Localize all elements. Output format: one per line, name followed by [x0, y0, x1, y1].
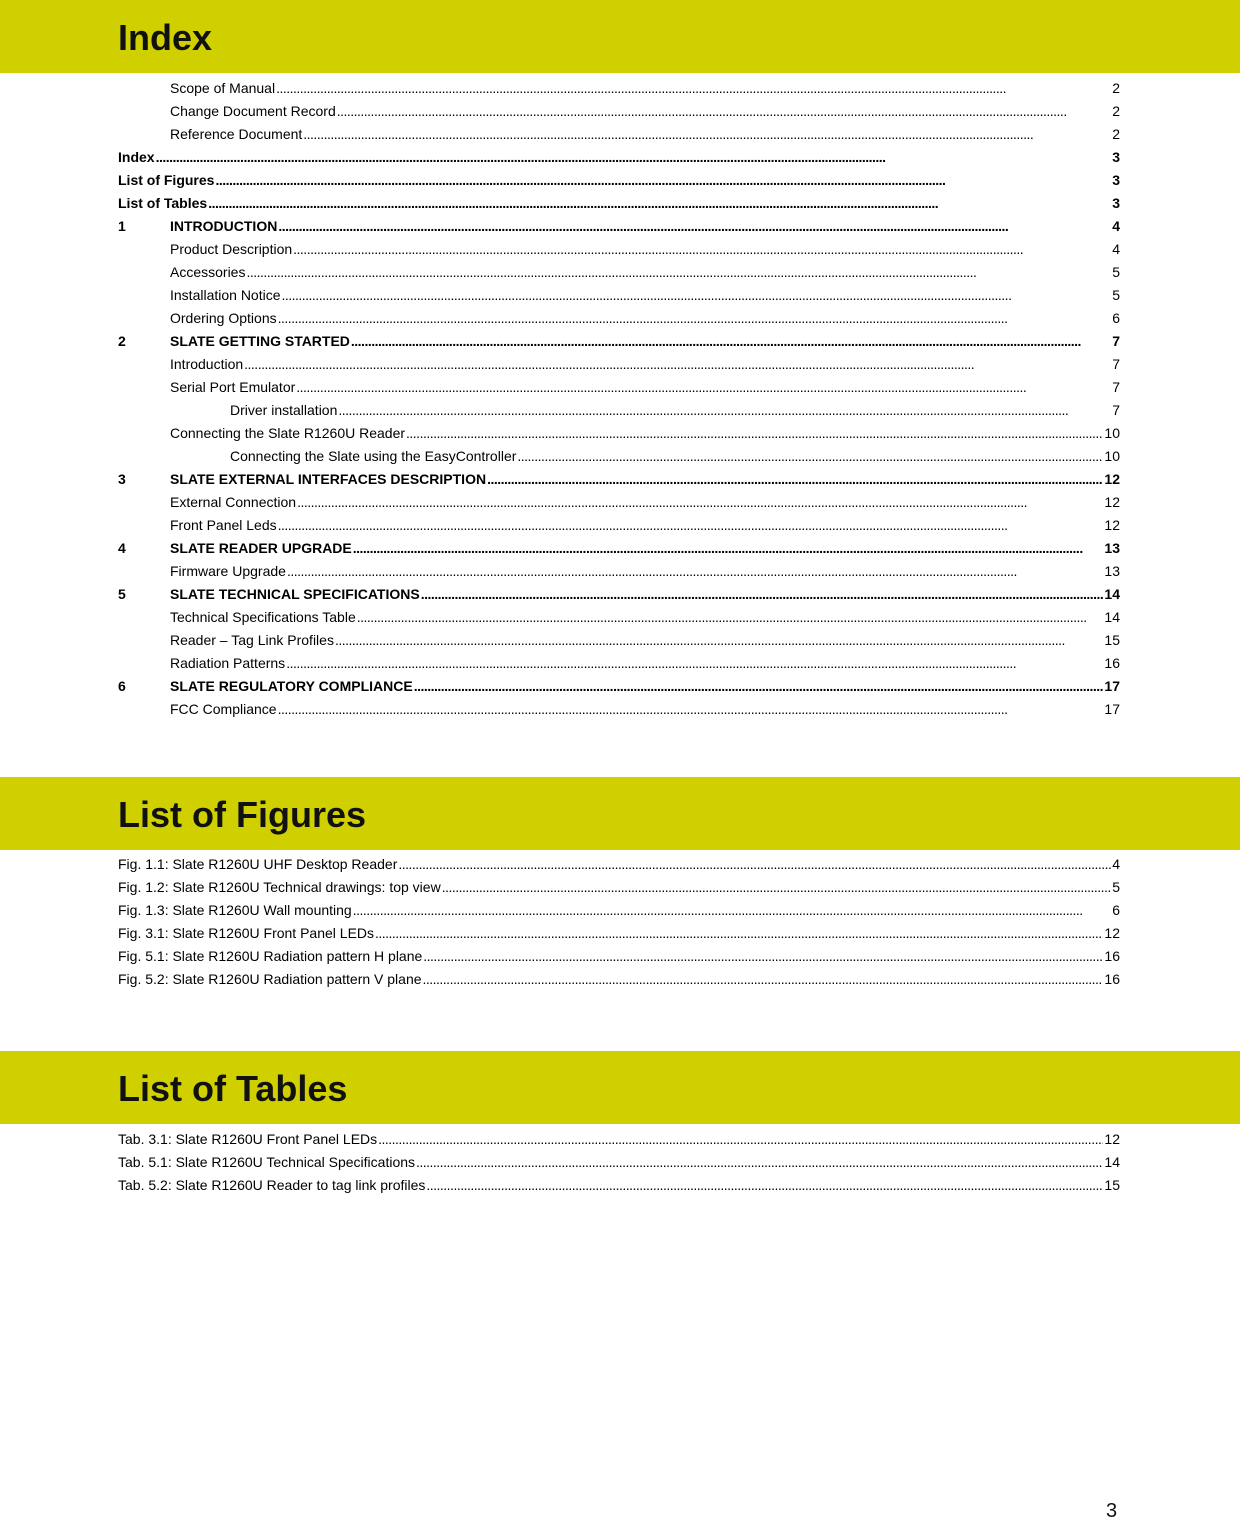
- toc-dot-leader: [215, 171, 1111, 189]
- toc-entry-page: 14: [1104, 609, 1120, 625]
- toc-dot-leader: [351, 332, 1111, 350]
- toc-entry-title: SLATE READER UPGRADE: [170, 540, 352, 556]
- toc-entry[interactable]: [118, 373, 1120, 396]
- toc-entry-number: 6: [118, 678, 126, 694]
- toc-entry-page: 12: [1104, 517, 1120, 533]
- toc-entry[interactable]: [118, 419, 1120, 442]
- toc-entry-page: 16: [1104, 971, 1120, 987]
- toc-entry-number: 1: [118, 218, 126, 234]
- tables-heading: List of Tables: [118, 1068, 348, 1109]
- toc-entry-title: Fig. 5.2: Slate R1260U Radiation pattern V plane: [118, 971, 422, 987]
- toc-entry-page: 2: [1112, 126, 1120, 142]
- toc-entry-title: INTRODUCTION: [170, 218, 278, 234]
- toc-entry-page: 7: [1112, 333, 1120, 349]
- toc-entry-title: Index: [118, 149, 155, 165]
- toc-dot-leader: [423, 947, 1103, 965]
- toc-entry-page: 16: [1104, 655, 1120, 671]
- toc-dot-leader: [303, 125, 1111, 143]
- toc-entry-title: Tab. 5.1: Slate R1260U Technical Specifications: [118, 1154, 416, 1170]
- toc-dot-leader: [244, 355, 1111, 373]
- toc-entry-title: SLATE TECHNICAL SPECIFICATIONS: [170, 586, 420, 602]
- toc-entry-title: Change Document Record: [170, 103, 336, 119]
- toc-dot-leader: [278, 309, 1112, 327]
- toc-entry[interactable]: [118, 1171, 1120, 1194]
- toc-dot-leader: [426, 1176, 1103, 1194]
- toc-dot-leader: [487, 470, 1103, 488]
- toc-dot-leader: [414, 677, 1104, 695]
- toc-dot-leader: [378, 1130, 1103, 1148]
- toc-entry-title: Front Panel Leds: [170, 517, 277, 533]
- toc-entry[interactable]: [118, 143, 1120, 166]
- toc-entry-page: 3: [1112, 172, 1120, 188]
- toc-dot-leader: [375, 924, 1103, 942]
- toc-entry-title: Tab. 5.2: Slate R1260U Reader to tag link profiles: [118, 1177, 426, 1193]
- toc-entry-page: 7: [1112, 379, 1120, 395]
- toc-dot-leader: [421, 585, 1104, 603]
- toc-entry-title: Reader – Tag Link Profiles: [170, 632, 334, 648]
- toc-entry-title: Reference Document: [170, 126, 303, 142]
- tables-header-band: [0, 1051, 1240, 1124]
- toc-dot-leader: [278, 217, 1111, 235]
- toc-entry-page: 15: [1104, 632, 1120, 648]
- toc-entry[interactable]: [118, 74, 1120, 97]
- toc-entry-title: Scope of Manual: [170, 80, 276, 96]
- figures-heading: List of Figures: [118, 794, 367, 835]
- toc-entry-page: 13: [1104, 540, 1120, 556]
- toc-dot-leader: [276, 79, 1111, 97]
- toc-entry-page: 17: [1104, 701, 1120, 717]
- tables-toc: [118, 1125, 1120, 1194]
- toc-entry[interactable]: [118, 626, 1120, 649]
- toc-entry-title: Fig. 1.1: Slate R1260U UHF Desktop Reader: [118, 856, 398, 872]
- toc-entry[interactable]: [118, 1148, 1120, 1171]
- figures-toc: [118, 850, 1120, 988]
- index-header-band: [0, 0, 1240, 73]
- toc-entry-title: Radiation Patterns: [170, 655, 286, 671]
- toc-entry[interactable]: [118, 350, 1120, 373]
- toc-entry[interactable]: [118, 534, 1120, 557]
- toc-entry[interactable]: [118, 327, 1120, 350]
- figures-header-band: [0, 777, 1240, 850]
- toc-entry-page: 3: [1112, 195, 1120, 211]
- toc-entry[interactable]: [118, 896, 1120, 919]
- toc-entry-page: 4: [1112, 856, 1120, 872]
- toc-entry-number: 3: [118, 471, 126, 487]
- toc-entry-page: 5: [1112, 879, 1120, 895]
- toc-dot-leader: [286, 654, 1103, 672]
- toc-entry-page: 14: [1104, 586, 1120, 602]
- toc-entry[interactable]: [118, 97, 1120, 120]
- toc-entry-page: 4: [1112, 218, 1120, 234]
- toc-entry[interactable]: [118, 304, 1120, 327]
- toc-entry[interactable]: [118, 488, 1120, 511]
- toc-entry[interactable]: [118, 189, 1120, 212]
- toc-dot-leader: [287, 562, 1103, 580]
- toc-entry-number: 2: [118, 333, 126, 349]
- toc-entry-title: Fig. 3.1: Slate R1260U Front Panel LEDs: [118, 925, 375, 941]
- toc-entry-number: 4: [118, 540, 126, 556]
- toc-entry-page: 7: [1112, 356, 1120, 372]
- toc-dot-leader: [297, 493, 1103, 511]
- toc-dot-leader: [337, 102, 1111, 120]
- toc-entry-title: SLATE REGULATORY COMPLIANCE: [170, 678, 413, 694]
- toc-dot-leader: [156, 148, 1112, 166]
- toc-entry-title: External Connection: [170, 494, 297, 510]
- toc-entry[interactable]: [118, 942, 1120, 965]
- toc-dot-leader: [208, 194, 1111, 212]
- toc-entry-title: SLATE EXTERNAL INTERFACES DESCRIPTION: [170, 471, 487, 487]
- toc-entry-page: 12: [1104, 1131, 1120, 1147]
- toc-entry-page: 2: [1112, 80, 1120, 96]
- toc-entry-page: 2: [1112, 103, 1120, 119]
- toc-entry[interactable]: [118, 212, 1120, 235]
- toc-entry[interactable]: [118, 919, 1120, 942]
- toc-entry[interactable]: [118, 557, 1120, 580]
- toc-entry-title: Firmware Upgrade: [170, 563, 286, 579]
- toc-entry-title: List of Figures: [118, 172, 215, 188]
- toc-dot-leader: [442, 878, 1112, 896]
- toc-dot-leader: [423, 970, 1104, 988]
- toc-dot-leader: [246, 263, 1111, 281]
- toc-entry-title: Serial Port Emulator: [170, 379, 296, 395]
- toc-dot-leader: [278, 700, 1104, 718]
- toc-entry[interactable]: [118, 511, 1120, 534]
- toc-entry-title: Accessories: [170, 264, 246, 280]
- toc-entry-title: Ordering Options: [170, 310, 277, 326]
- toc-entry-page: 12: [1104, 925, 1120, 941]
- toc-entry[interactable]: [118, 235, 1120, 258]
- toc-entry[interactable]: [118, 695, 1120, 718]
- toc-entry[interactable]: [118, 166, 1120, 189]
- toc-entry-title: SLATE GETTING STARTED: [170, 333, 350, 349]
- index-toc: [118, 74, 1120, 718]
- toc-dot-leader: [398, 855, 1111, 873]
- toc-entry-title: Tab. 3.1: Slate R1260U Front Panel LEDs: [118, 1131, 378, 1147]
- toc-entry-title: Fig. 5.1: Slate R1260U Radiation pattern H plane: [118, 948, 423, 964]
- toc-entry[interactable]: [118, 258, 1120, 281]
- toc-dot-leader: [416, 1153, 1103, 1171]
- toc-entry-page: 5: [1112, 287, 1120, 303]
- toc-entry-title: List of Tables: [118, 195, 208, 211]
- toc-entry-page: 10: [1104, 448, 1120, 464]
- toc-entry-page: 3: [1112, 149, 1120, 165]
- toc-entry[interactable]: [118, 850, 1120, 873]
- toc-entry-page: 13: [1104, 563, 1120, 579]
- toc-dot-leader: [357, 608, 1104, 626]
- toc-entry-page: 6: [1112, 902, 1120, 918]
- toc-entry-page: 16: [1104, 948, 1120, 964]
- toc-entry-title: Installation Notice: [170, 287, 281, 303]
- toc-entry-title: Product Description: [170, 241, 293, 257]
- toc-entry-page: 17: [1104, 678, 1120, 694]
- toc-dot-leader: [335, 631, 1103, 649]
- toc-entry[interactable]: [118, 465, 1120, 488]
- toc-entry[interactable]: [118, 580, 1120, 603]
- toc-entry-title: Technical Specifications Table: [170, 609, 356, 625]
- toc-dot-leader: [282, 286, 1112, 304]
- toc-entry-page: 7: [1112, 402, 1120, 418]
- toc-entry-page: 12: [1104, 494, 1120, 510]
- toc-entry[interactable]: [118, 603, 1120, 626]
- index-heading: Index: [118, 17, 213, 58]
- toc-entry-page: 10: [1104, 425, 1120, 441]
- toc-entry[interactable]: [118, 281, 1120, 304]
- toc-entry-title: Introduction: [170, 356, 244, 372]
- toc-entry-title: Connecting the Slate R1260U Reader: [170, 425, 406, 441]
- toc-entry[interactable]: [118, 672, 1120, 695]
- toc-entry[interactable]: [118, 1125, 1120, 1148]
- toc-entry-title: FCC Compliance: [170, 701, 277, 717]
- page-number: 3: [1106, 1500, 1118, 1522]
- toc-entry-page: 4: [1112, 241, 1120, 257]
- toc-dot-leader: [406, 424, 1103, 442]
- toc-entry[interactable]: [118, 120, 1120, 143]
- toc-entry[interactable]: [118, 442, 1120, 465]
- toc-entry[interactable]: [118, 965, 1120, 988]
- toc-dot-leader: [293, 240, 1111, 258]
- toc-entry-title: Connecting the Slate using the EasyController: [230, 448, 517, 464]
- toc-entry-title: Fig. 1.2: Slate R1260U Technical drawings: top view: [118, 879, 441, 895]
- toc-entry-number: 5: [118, 586, 126, 602]
- toc-entry-page: 5: [1112, 264, 1120, 280]
- toc-dot-leader: [517, 447, 1103, 465]
- toc-entry-title: Driver installation: [230, 402, 338, 418]
- toc-entry[interactable]: [118, 649, 1120, 672]
- toc-entry-title: Fig. 1.3: Slate R1260U Wall mounting: [118, 902, 352, 918]
- toc-entry-page: 14: [1104, 1154, 1120, 1170]
- toc-entry[interactable]: [118, 873, 1120, 896]
- toc-dot-leader: [353, 901, 1111, 919]
- toc-entry-page: 6: [1112, 310, 1120, 326]
- toc-entry[interactable]: [118, 396, 1120, 419]
- toc-dot-leader: [353, 539, 1104, 557]
- toc-dot-leader: [296, 378, 1111, 396]
- toc-entry-page: 12: [1104, 471, 1120, 487]
- toc-entry-page: 15: [1104, 1177, 1120, 1193]
- toc-dot-leader: [278, 516, 1104, 534]
- toc-dot-leader: [338, 401, 1111, 419]
